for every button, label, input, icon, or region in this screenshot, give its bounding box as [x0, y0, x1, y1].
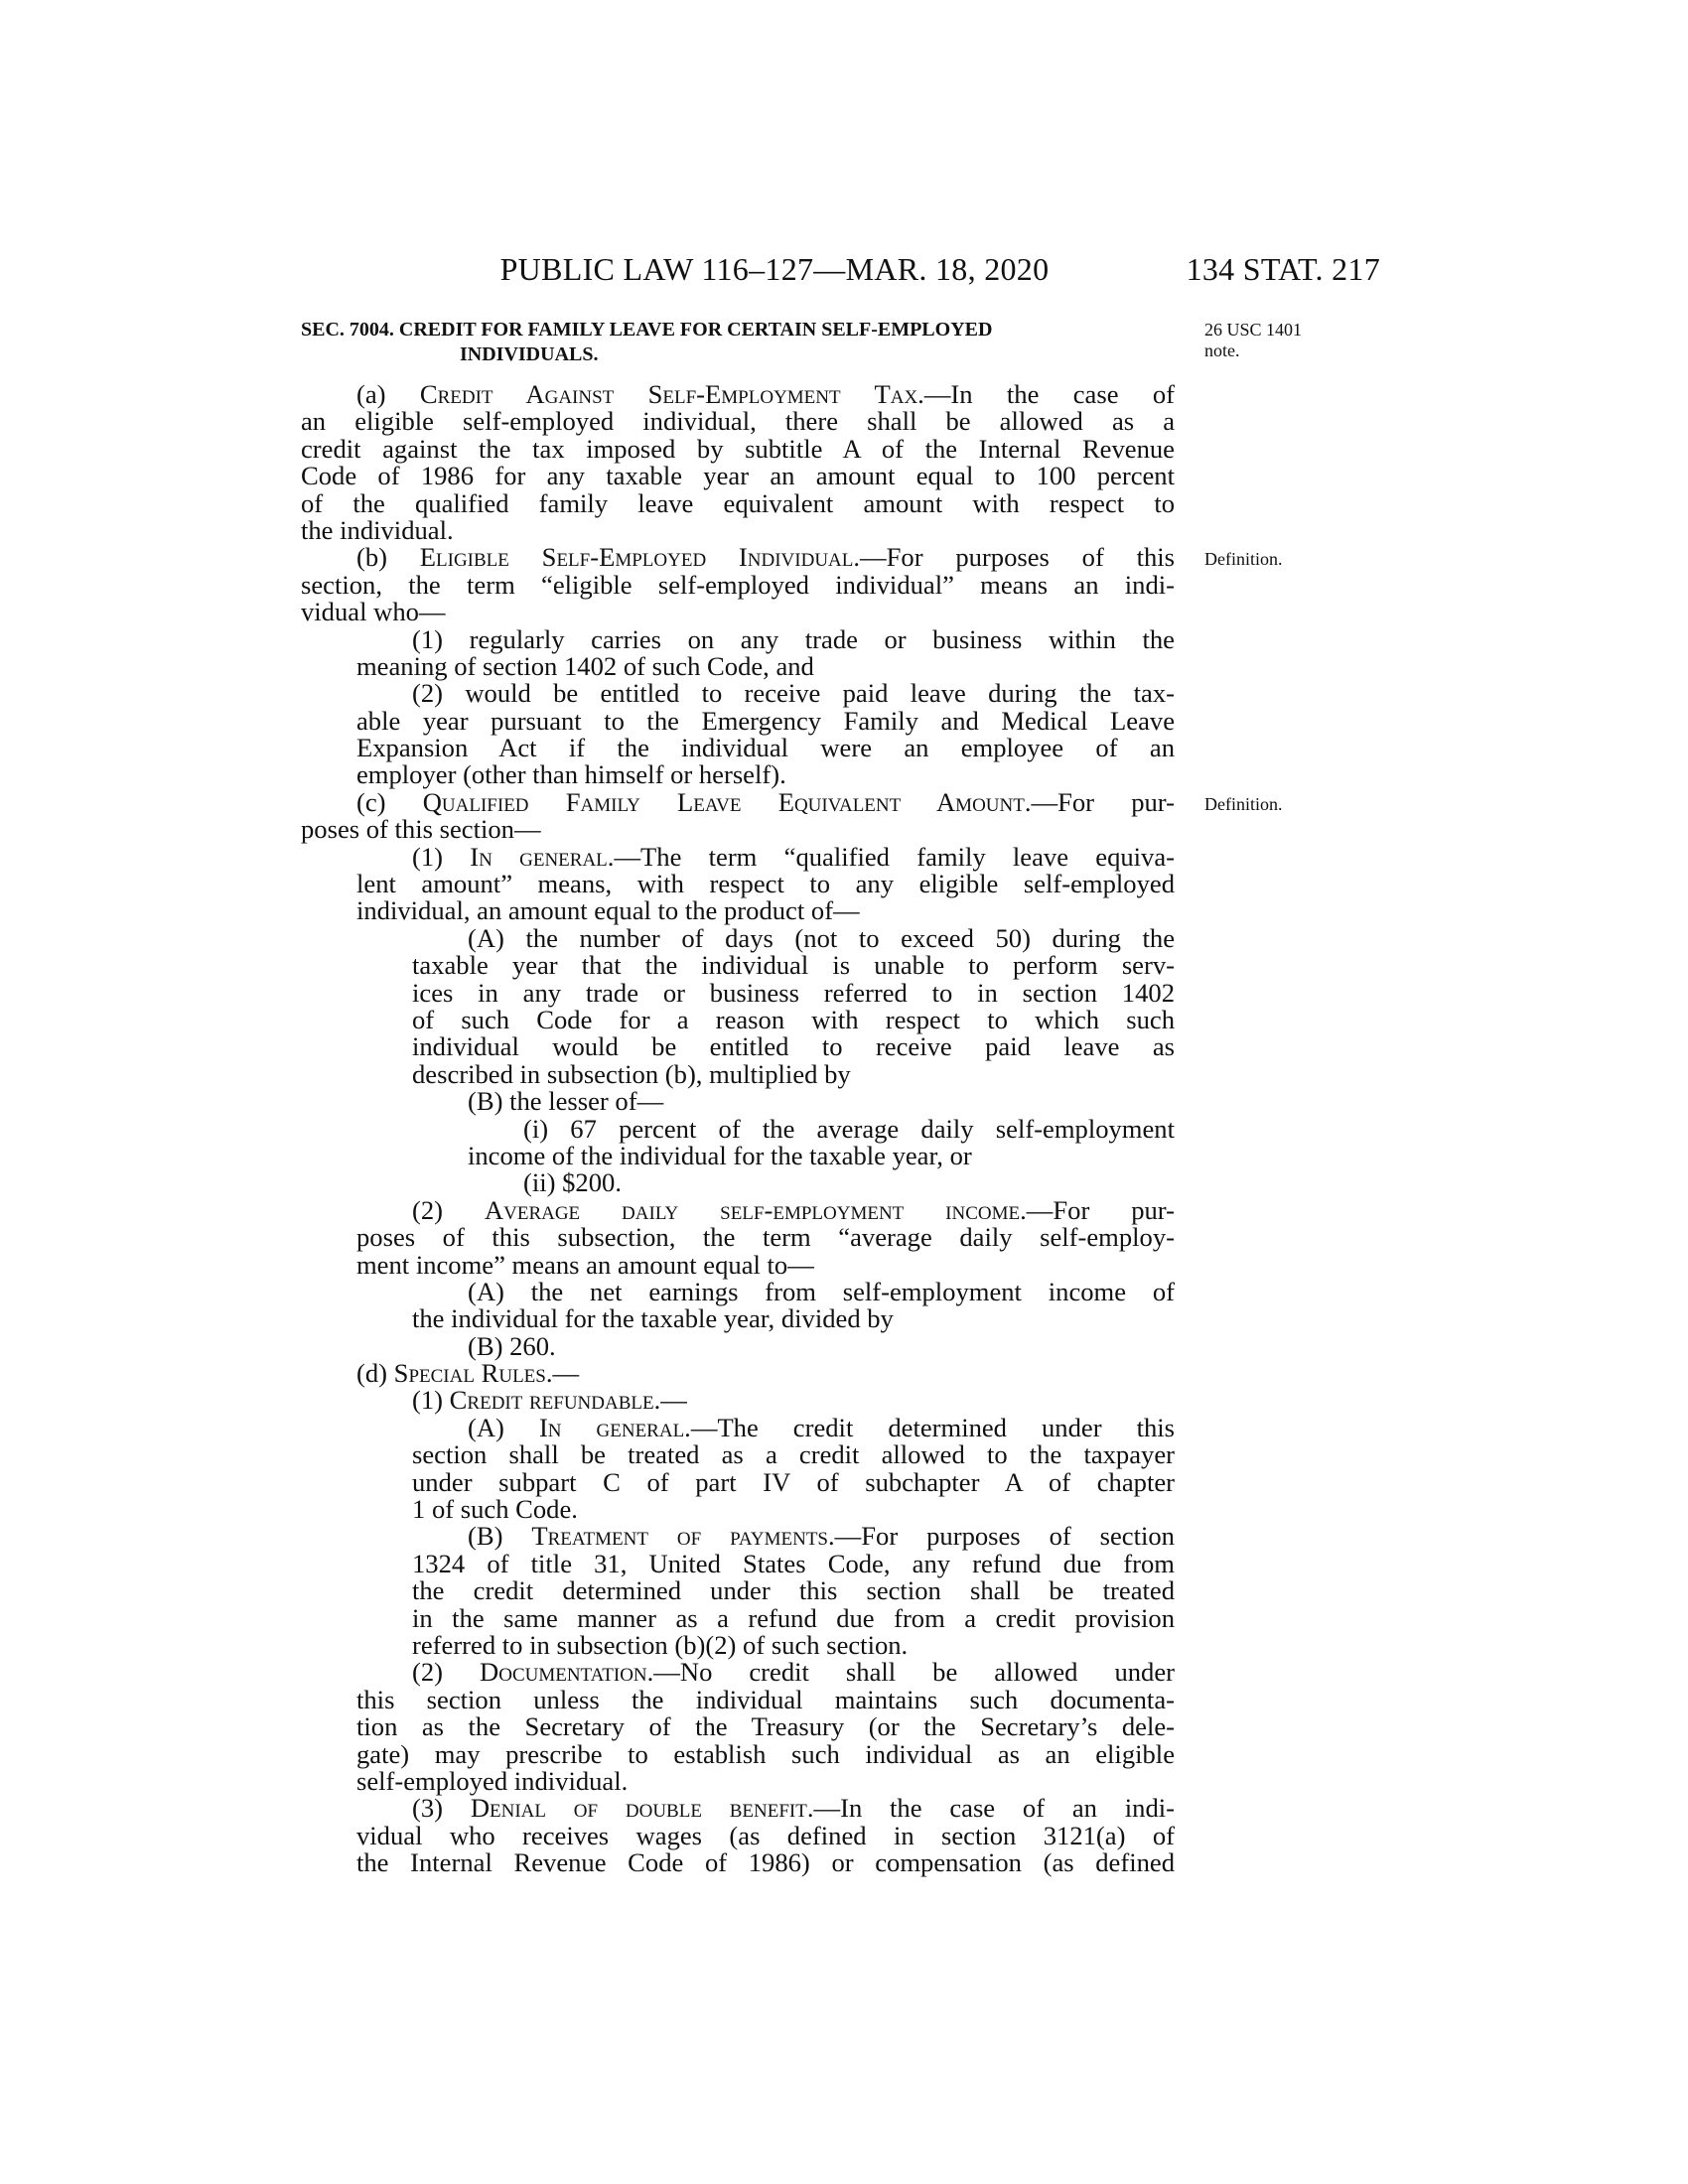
- text-line: in the same manner as a refund due from a credit provision: [412, 1602, 1175, 1633]
- text-line: poses of this subsection, the term “average daily self-employ-: [356, 1222, 1175, 1253]
- text-line: gate) may prescribe to establish such individual as an eligible: [356, 1738, 1175, 1769]
- text-line: under subpart C of part IV of subchapter A of chapter: [412, 1466, 1175, 1497]
- text-line: section, the term “eligible self-employed individual” means an indi-: [301, 569, 1175, 600]
- margin-note-usc: [1204, 320, 1302, 361]
- text-line: (b) Eligible Self-Employed Individual.—For purposes of this: [356, 542, 1175, 573]
- section-body: [301, 381, 1175, 1876]
- text-line: (i) 67 percent of the average daily self-employment: [523, 1113, 1175, 1144]
- text-line: the credit determined under this section shall be treated: [412, 1575, 1175, 1606]
- text-line: ices in any trade or business referred to in section 1402: [412, 977, 1175, 1008]
- text-line: (2) would be entitled to receive paid leave during the tax-: [412, 678, 1175, 709]
- text-line: an eligible self-employed individual, there shall be allowed as a: [301, 406, 1175, 437]
- text-line: of such Code for a reason with respect to which such: [412, 1004, 1175, 1034]
- text-line: (A) the number of days (not to exceed 50) during the: [468, 922, 1175, 953]
- text-line: (2) Average daily self-employment income.—For pur-: [412, 1194, 1175, 1225]
- text-line: the Internal Revenue Code of 1986) or compensation (as defined: [356, 1847, 1175, 1878]
- margin-note-definition: Definition.: [1204, 794, 1283, 814]
- text-line: (B) 260.: [468, 1330, 556, 1361]
- margin-note-line: note.: [1204, 341, 1240, 360]
- text-line: the individual.: [301, 514, 454, 545]
- text-line: individual, an amount equal to the product of—: [356, 895, 860, 926]
- text-line: (d) Special Rules.—: [356, 1358, 580, 1389]
- text-line: 1324 of title 31, United States Code, any refund due from: [412, 1548, 1175, 1578]
- section-heading-line: SEC. 7004. CREDIT FOR FAMILY LEAVE FOR CERTAIN SELF-EMPLOYED: [301, 319, 993, 341]
- text-line: taxable year that the individual is unable to perform serv-: [412, 950, 1175, 981]
- text-line: poses of this section—: [301, 814, 541, 845]
- text-line: Code of 1986 for any taxable year an amount equal to 100 percent: [301, 461, 1175, 491]
- public-law-title: PUBLIC LAW 116–127—MAR. 18, 2020: [499, 251, 1050, 287]
- text-line: the individual for the taxable year, divided by: [412, 1303, 894, 1334]
- text-line: (3) Denial of double benefit.—In the case of an indi-: [412, 1793, 1175, 1824]
- text-line: (1) regularly carries on any trade or business within the: [412, 623, 1175, 654]
- text-line: (A) the net earnings from self-employment income of: [468, 1276, 1175, 1306]
- text-line: this section unless the individual maintains such documenta-: [356, 1684, 1175, 1714]
- text-line: able year pursuant to the Emergency Family and Medical Leave: [356, 705, 1175, 736]
- text-line: (a) Credit Against Self-Employment Tax.—In the case of: [356, 379, 1175, 409]
- text-line: vidual who—: [301, 597, 446, 627]
- section-heading-line: INDIVIDUALS.: [460, 343, 599, 365]
- text-line: (2) Documentation.—No credit shall be allowed under: [412, 1657, 1175, 1688]
- text-line: (ii) $200.: [523, 1167, 622, 1198]
- text-line: section shall be treated as a credit allowed to the taxpayer: [412, 1439, 1175, 1470]
- statute-page-number: 134 STAT. 217: [1186, 251, 1380, 287]
- margin-note-definition: Definition.: [1204, 549, 1283, 569]
- text-line: (1) In general.—The term “qualified family leave equiva-: [412, 841, 1176, 872]
- text-line: (A) In general.—The credit determined under this: [468, 1412, 1175, 1442]
- text-line: (1) Credit refundable.—: [412, 1385, 687, 1416]
- text-line: 1 of such Code.: [412, 1494, 578, 1525]
- text-line: vidual who receives wages (as defined in section 3121(a) of: [356, 1820, 1175, 1850]
- text-line: credit against the tax imposed by subtitle A of the Internal Revenue: [301, 433, 1175, 464]
- page-header: [298, 251, 1380, 291]
- text-line: described in subsection (b), multiplied by: [412, 1058, 851, 1089]
- margin-note-line: 26 USC 1401: [1204, 320, 1303, 340]
- text-line: ment income” means an amount equal to—: [356, 1249, 814, 1280]
- text-line: employer (other than himself or herself).: [356, 759, 786, 790]
- text-line: Expansion Act if the individual were an employee of an: [356, 733, 1175, 763]
- text-line: individual would be entitled to receive paid leave as: [412, 1031, 1175, 1062]
- text-line: self-employed individual.: [356, 1765, 629, 1796]
- section-heading: [301, 318, 1175, 367]
- text-line: referred to in subsection (b)(2) of such section.: [412, 1629, 909, 1660]
- text-line: (B) Treatment of payments.—For purposes of section: [468, 1521, 1175, 1552]
- text-line: of the qualified family leave equivalent amount with respect to: [301, 487, 1175, 518]
- text-line: tion as the Secretary of the Treasury (or the Secretary’s dele-: [356, 1711, 1175, 1742]
- text-line: (c) Qualified Family Leave Equivalent Amount.—For pur-: [356, 786, 1175, 817]
- text-line: income of the individual for the taxable year, or: [468, 1140, 972, 1170]
- text-line: meaning of section 1402 of such Code, and: [356, 650, 814, 681]
- text-line: (B) the lesser of—: [468, 1086, 664, 1117]
- text-line: lent amount” means, with respect to any eligible self-employed: [356, 869, 1175, 899]
